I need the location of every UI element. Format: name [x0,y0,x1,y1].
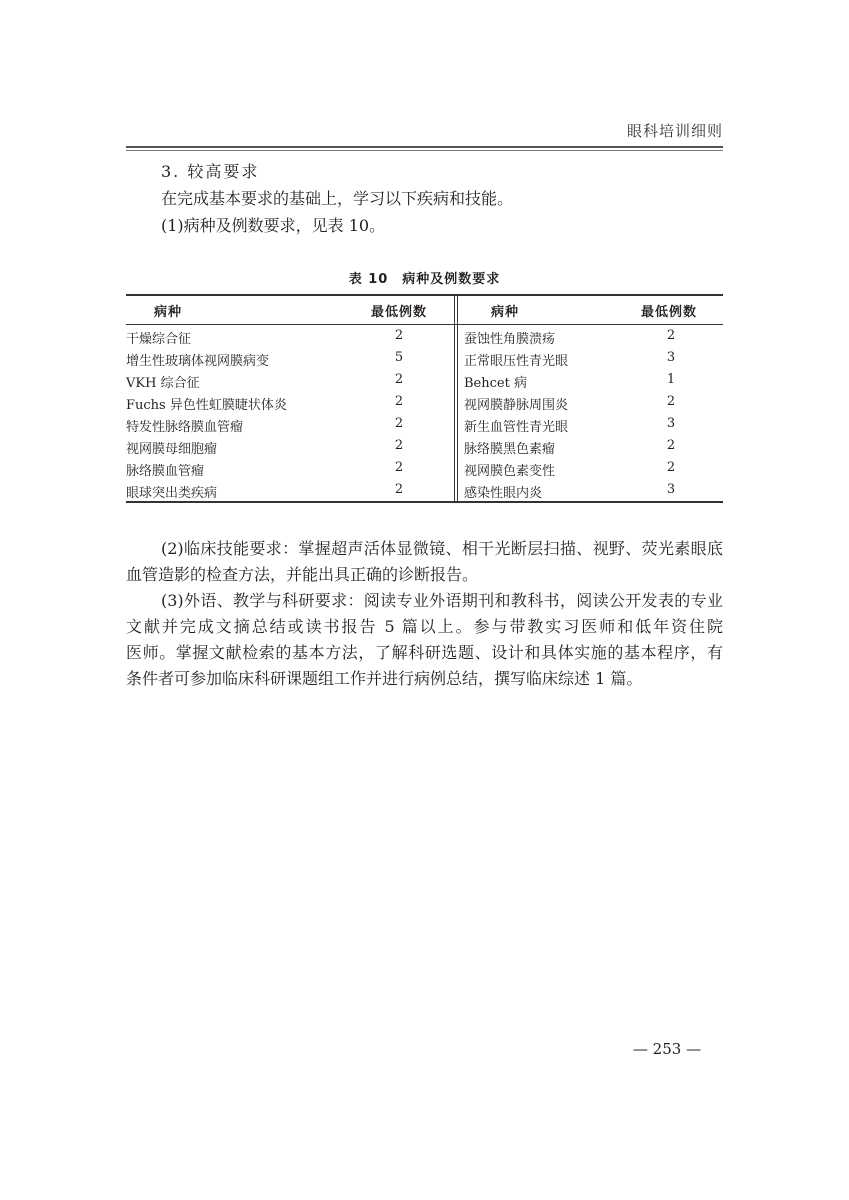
table-row [126,458,723,480]
table-cell-count: 3 [666,482,676,497]
table-cell-count: 2 [666,460,676,475]
table-cell-disease: 蚕蚀性角膜溃疡 [464,332,556,347]
table-cell-count: 5 [394,350,404,365]
table-cell-disease: 脉络膜血管瘤 [126,464,205,479]
table-cell-disease: 视网膜色素变性 [464,464,556,479]
table-cell-count: 2 [666,394,676,409]
paragraph-line: (3)外语、教学与科研要求：阅读专业外语期刊和教科书，阅读公开发表的专业 [161,591,723,610]
table-cell-disease: Fuchs 异色性虹膜睫状体炎 [126,398,287,413]
table-row [126,414,723,436]
table-caption: 表 10 病种及例数要求 [348,272,501,287]
table-cell-disease: 眼球突出类疾病 [126,486,218,501]
table-cell-disease: 增生性玻璃体视网膜病变 [126,354,270,369]
table-cell-count: 2 [394,394,404,409]
table-cell-disease: VKH 综合征 [126,376,200,391]
paragraph-line: 文献并完成文摘总结或读书报告 5 篇以上。参与带教实习医师和低年资住院 [126,617,723,636]
paragraph-line: (2)临床技能要求：掌握超声活体显微镜、相干光断层扫描、视野、荧光素眼底 [161,539,723,558]
table-header-disease-left: 病种 [154,305,183,320]
table-cell-disease: 脉络膜黑色素瘤 [464,442,556,457]
section-heading: 3. 较高要求 [161,162,260,181]
requirement-item-2 [126,536,723,588]
table-cell-count: 1 [666,372,676,387]
table-cell-count: 2 [394,482,404,497]
table-row [126,348,723,370]
table-cell-count: 2 [666,328,676,343]
section-intro: 在完成基本要求的基础上，学习以下疾病和技能。 [161,189,514,208]
table-row [126,480,723,502]
table-cell-count: 2 [394,460,404,475]
paragraph-line: 条件者可参加临床科研课题组工作并进行病例总结，撰写临床综述 1 篇。 [126,669,643,688]
table-cell-disease: 视网膜母细胞瘤 [126,442,218,457]
header-rule-thick [126,146,723,148]
table-body [126,326,723,502]
table-header-count-right: 最低例数 [641,305,698,320]
page-number: — 253 — [632,1040,702,1058]
table-cell-disease: 正常眼压性青光眼 [464,354,569,369]
table-cell-disease: 新生血管性青光眼 [464,420,569,435]
header-rule-thin [126,150,723,151]
table-cell-disease: 感染性眼内炎 [464,486,543,501]
table-cell-count: 2 [666,438,676,453]
requirement-item-3 [126,588,723,692]
table-row [126,436,723,458]
table-cell-disease: Behcet 病 [464,376,527,391]
table-header-disease-right: 病种 [491,305,520,320]
table-cell-disease: 干燥综合征 [126,332,192,347]
table-cell-count: 3 [666,350,676,365]
running-head-title: 眼科培训细则 [626,122,723,140]
table-cell-count: 2 [394,328,404,343]
table-cell-count: 2 [394,372,404,387]
table-row [126,370,723,392]
table-cell-count: 2 [394,438,404,453]
paragraph-line: 医师。掌握文献检索的基本方法，了解科研选题、设计和具体实施的基本程序，有 [126,643,723,662]
table-rule-header [126,324,723,325]
table-row [126,326,723,348]
table-cell-count: 3 [666,416,676,431]
requirement-item-1: (1)病种及例数要求，见表 10。 [161,216,386,235]
table-header-count-left: 最低例数 [371,305,428,320]
table-row [126,392,723,414]
table-cell-count: 2 [394,416,404,431]
paragraph-line: 血管造影的检查方法，并能出具正确的诊断报告。 [126,565,479,584]
table-rule-top [126,294,723,296]
table-cell-disease: 视网膜静脉周围炎 [464,398,569,413]
table-cell-disease: 特发性脉络膜血管瘤 [126,420,244,435]
